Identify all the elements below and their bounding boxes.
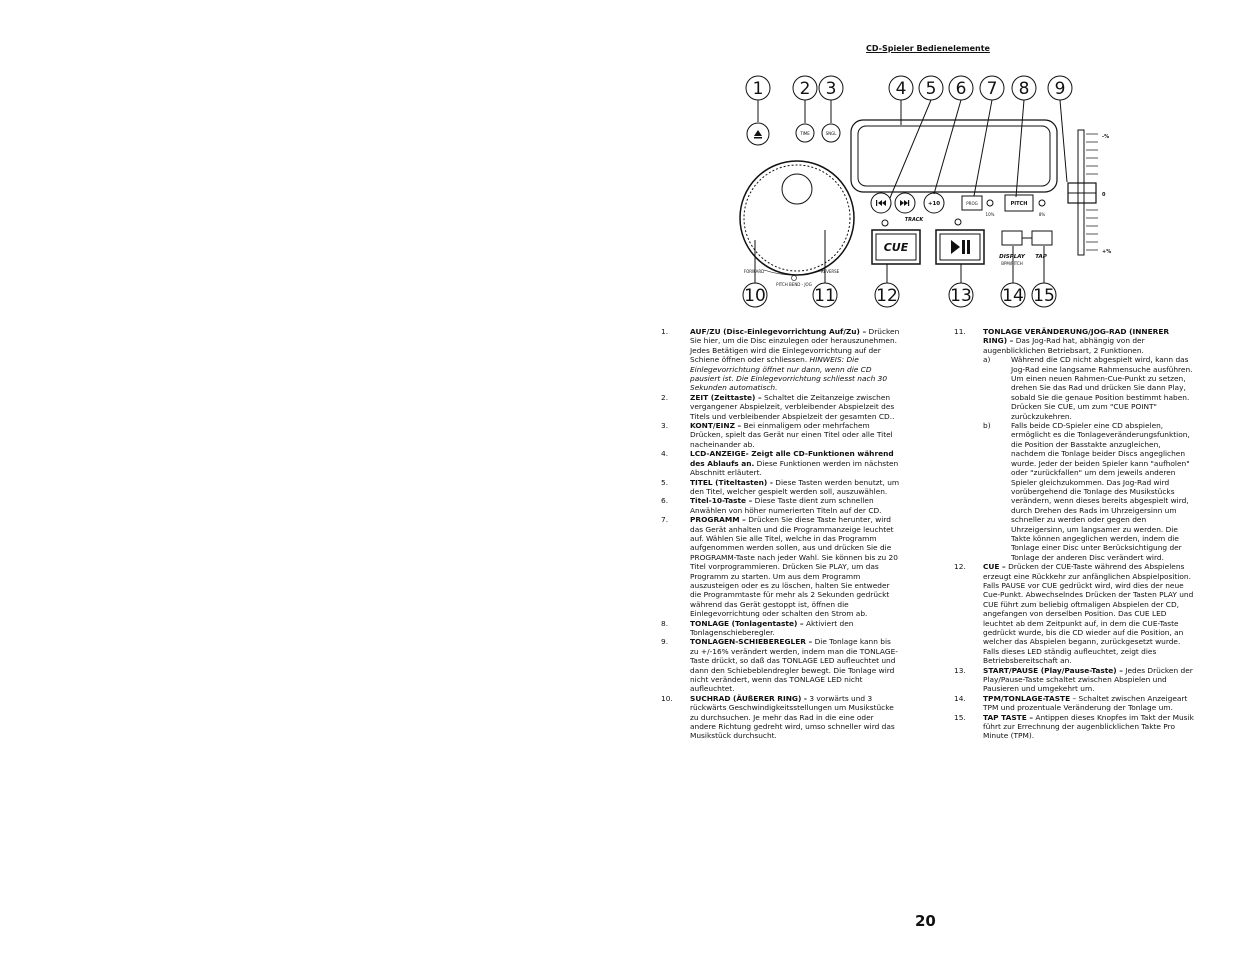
- item-text: – Schaltet zwischen Anzeigeart TPM und prozentuale Veränderung der Tonlage um.: [983, 693, 1188, 713]
- item-heading: TITEL (Titeltasten) -: [690, 477, 773, 487]
- sngl-button-label: SNGL: [825, 131, 837, 136]
- item-text: Schaltet die Zeitanzeige zwischen vergangener Abspielzeit, verbleibender Abspielzeit des Titels und verbleibender Abspielzeit der gesamten CD..: [690, 392, 895, 421]
- item-heading: TAP TASTE –: [983, 712, 1034, 722]
- item-note: HINWEIS: Die Einlegevorrichtung öffnet nur dann, wenn die CD pausiert ist. Die Einlegevorrichtung schliesst nach 30 Sekunden automatisch.: [690, 355, 888, 393]
- item-body: [690, 327, 899, 392]
- item-number: 11.: [954, 327, 966, 336]
- instructions-left-column: [661, 327, 901, 741]
- callout-3: 3: [825, 79, 837, 99]
- item-text: Das Jog-Rad hat, abhängig von der augenblicklichen Betriebsart, 2 Funktionen.: [983, 336, 1145, 355]
- list-item: [661, 478, 901, 497]
- item-text: Diese Tasten werden benutzt, um den Titel, welcher gespielt werden soll, auszuwählen.: [690, 477, 900, 496]
- item-body: [690, 496, 882, 514]
- sub-item-number: b): [983, 421, 991, 431]
- item-heading: LCD-ANZEIGE- Zeigt alle CD-Funktionen während des Ablaufs an.: [690, 449, 894, 468]
- reverse-label: REVERSE: [820, 269, 840, 274]
- item-number: 15.: [954, 712, 966, 722]
- callout-7: 7: [986, 79, 998, 99]
- list-item: [954, 694, 1194, 713]
- list-item: [661, 496, 901, 515]
- minus-pct-label: -%: [1102, 134, 1110, 140]
- sub-item: [983, 421, 1194, 562]
- item-text: Bei einmaligem oder mehrfachem Drücken, spielt das Gerät nur einen Titel oder alle Titel nacheinander ab.: [690, 421, 893, 449]
- item-body: [983, 327, 1169, 355]
- sub-item-text: Falls beide CD-Spieler eine CD abspielen, ermöglicht es die Tonlageveränderungsfunktion, die Position der Basstakte anzugleichen, nachdem die Tonlage beider Discs angeglichen wurde. Jeder der beiden Spieler kann "aufholen" oder "zurückfallen" um dem jeweils anderen Spieler gleichzukommen. Das Jog-Rad wird vorübergehend die Tonlage des Musikstücks verändern, wenn dieses bereits abgespielt wird, durch Drehen des Rads im Uhrzeigersinn um schneller zu werden oder gegen den Uhrzeigersinn, um langsamer zu werden. Die Takte können angeglichen werden, indem die Tonlage einer Disc unter Berücksichtigung der Tonlage der anderen Disc verändert wird.: [1011, 421, 1190, 562]
- item-body: [983, 713, 1194, 741]
- item-number: 1.: [661, 327, 669, 336]
- plus10-button-label: +10: [927, 201, 941, 207]
- cd-player-diagram: [730, 70, 1130, 315]
- item-body: [690, 393, 894, 421]
- jog-wheel-finger-hole: [782, 174, 812, 204]
- item-number: 10.: [661, 693, 673, 703]
- item-text: Drücken der CUE-Taste während des Abspielens erzeugt eine Rückkehr zur anfänglichen Abspielposition. Falls PAUSE vor CUE gedrückt wird, wird dies der neue Cue-Punkt. Abwechselndes Drücken der Tasten PLAY und CUE führt zum beliebig oftmaligen Abspielen der CD, angefangen von derselben Position. Das CUE LED leuchtet ab dem Zeitpunkt auf, in dem die CUE-Taste gedrückt wurde, bis die CD wieder auf die Position, an welcher das Abspielen begann, zurückgesetzt wurde. Falls dieses LED ständig aufleuchtet, zeigt dies Betriebsbereitschaft an.: [983, 562, 1194, 666]
- forward-label: FORWARD: [743, 269, 765, 274]
- item-text: Antippen dieses Knopfes im Takt der Musik führt zur Errechnung der augenblicklichen Takte Pro Minute (TPM).: [983, 712, 1194, 741]
- pct10-label: 10%: [985, 212, 995, 217]
- cue-button-label: CUE: [883, 241, 909, 254]
- callout-1: 1: [752, 79, 764, 99]
- item-body: [690, 515, 898, 618]
- track-label: TRACK: [904, 217, 924, 223]
- item-heading: TONLAGEN-SCHIEBEREGLER –: [690, 637, 813, 647]
- list-item: [661, 449, 901, 477]
- item-body: [983, 562, 1193, 665]
- list-item: [954, 713, 1194, 741]
- item-heading: AUF/ZU (Disc-Einlegevorrichtung Auf/Zu) –: [690, 327, 867, 336]
- item-number: 12.: [954, 562, 966, 572]
- callout-4: 4: [895, 79, 907, 99]
- item-body: [690, 694, 895, 741]
- callout-6: 6: [955, 79, 967, 99]
- item-heading: ZEIT (Zeittaste) –: [690, 392, 762, 402]
- list-item: [954, 666, 1194, 694]
- pitch-button-label: PITCH: [1010, 201, 1028, 207]
- prog-button-label: PROG: [966, 201, 978, 206]
- prev-track-icon: [878, 200, 882, 206]
- item-body: [690, 421, 893, 449]
- sub-item-text: Während die CD nicht abgespielt wird, kann das Jog-Rad eine langsame Rahmensuche ausführen. Um einen neuen Rahmen-Cue-Punkt zu setzen, drehen Sie das Rad und drücken Sie dann Play, sobald Sie die genaue Position bestimmt haben. Drücken Sie CUE, um zum "CUE POINT" zurückzukehren.: [1011, 355, 1193, 421]
- item-text: Aktiviert den Tonlagenschieberegler.: [690, 618, 854, 637]
- callout-11: 11: [814, 286, 836, 306]
- zero-label: 0: [1102, 192, 1106, 198]
- time-button-label: TIME: [800, 131, 810, 136]
- jog-wheel-outer: [740, 161, 854, 275]
- item-text: Diese Funktionen werden im nächsten Abschnitt erläutert.: [690, 458, 899, 478]
- item-number: 14.: [954, 693, 966, 703]
- pitch-bend-jog-label: PITCH BEND - JOG: [776, 282, 812, 287]
- item-text: Die Tonlage kann bis zu +/-16% verändert werden, indem man die TONLAGE-Taste drückt, so daß das TONLAGE LED aufleuchtet und dann den Schiebeblendregler bewegt. Die Tonlage wird nicht verändert, wenn das TONLAGE LED nicht aufleuchtet.: [690, 637, 898, 694]
- list-item: [661, 421, 901, 449]
- item-heading: PROGRAMM –: [690, 515, 746, 525]
- next-track-icon: [904, 200, 908, 206]
- plus-pct-label: +%: [1102, 249, 1112, 255]
- callout-8: 8: [1018, 79, 1030, 99]
- item-text: Drücken Sie hier, um die Disc einzulegen oder herauszunehmen. Jedes Betätigen wird die Einlegevorrichtung auf der Schiene öffnen oder schliessen.: [690, 327, 900, 365]
- item-body: [983, 666, 1193, 694]
- page-number: 20: [915, 912, 936, 930]
- item-number: 13.: [954, 665, 966, 675]
- item-heading: TONLAGE (Tonlagentaste) –: [690, 618, 804, 628]
- item-body: [690, 478, 899, 496]
- sub-item: [983, 355, 1194, 421]
- item-text: Drücken Sie diese Taste herunter, wird das Gerät anhalten und die Programmanzeige leuchtet auf. Wählen Sie alle Titel, welche in das Programm aufgenommen werden sollen, aus und drücken Sie die PROGRAMM-Taste nach jeder Wahl. Sie können bis zu 20 Titel vorprogrammieren. Drücken Sie PLAY, um das Programm zu starten. Um aus dem Programm auszusteigen oder es zu löschen, halten Sie entweder die Programmtaste für mehr als 2 Sekunden gedrückt während das Gerät gestoppt ist, öffnen die Einlegevorrichtung oder schalten den Strom ab.: [690, 515, 898, 619]
- callout-9: 9: [1054, 79, 1066, 99]
- tap-button-shape: [1032, 231, 1052, 245]
- item-heading: START/PAUSE (Play/Pause-Taste) –: [983, 665, 1123, 675]
- page-title: CD-Spieler Bedienelemente: [866, 44, 990, 53]
- item-heading: Titel-10-Taste –: [690, 496, 753, 506]
- callout-14: 14: [1002, 286, 1024, 306]
- item-heading: KONT/EINZ –: [690, 421, 742, 431]
- instructions-right-column: [954, 327, 1194, 741]
- item-number: 2.: [661, 392, 669, 402]
- item-number: 5.: [661, 477, 669, 487]
- list-item: [661, 327, 901, 393]
- play-pause-icon: [951, 240, 960, 254]
- eject-icon: [754, 130, 762, 136]
- list-item: [954, 562, 1194, 665]
- sub-item-number: a): [983, 355, 991, 365]
- item-number: 8.: [661, 618, 669, 628]
- item-heading: SUCHRAD (ÄUßERER RING) -: [690, 693, 808, 703]
- callout-2: 2: [799, 79, 811, 99]
- item-heading: TPM/TONLAGE-TASTE: [983, 693, 1071, 703]
- display-button-label: DISPLAY: [999, 254, 1025, 260]
- item-body: [690, 637, 898, 693]
- item-number: 9.: [661, 637, 669, 647]
- item-text: Jedes Drücken der Play/Pause-Taste schaltet zwischen Abspielen und Pausieren und umgekehrt um.: [983, 665, 1193, 694]
- item-body: [690, 449, 898, 477]
- list-item: [661, 694, 901, 741]
- item-body: [983, 694, 1187, 712]
- item-heading: CUE –: [983, 562, 1006, 572]
- callout-10: 10: [744, 286, 766, 306]
- pct8-label: 8%: [1038, 212, 1046, 217]
- bpm-pitch-label: BPM/PITCH: [1001, 261, 1023, 266]
- item-text: Diese Taste dient zum schnellen Anwählen von höher numerierten Titeln auf der CD.: [690, 496, 882, 515]
- item-text: 3 vorwärts und 3 rückwärts Geschwindigkeitsstellungen um Musikstücke zu durchsuchen. Je mehr das Rad in die eine oder andere Richtung gedreht wird, umso schneller wird das Musikstück durchsucht.: [690, 693, 895, 741]
- callout-12: 12: [876, 286, 898, 306]
- item-body: [690, 619, 853, 637]
- item-number: 7.: [661, 515, 669, 525]
- list-item: [661, 515, 901, 618]
- tap-button-label: TAP: [1035, 254, 1047, 260]
- lcd-display: [851, 120, 1057, 192]
- callout-13: 13: [950, 286, 972, 306]
- item-heading: TONLAGE VERÄNDERUNG/JOG-RAD (INNERER RING) –: [983, 327, 1170, 346]
- list-item: [661, 393, 901, 421]
- display-button-shape: [1002, 231, 1022, 245]
- item-number: 4.: [661, 449, 669, 459]
- item-number: 3.: [661, 421, 669, 431]
- list-item: [661, 637, 901, 693]
- callout-15: 15: [1033, 286, 1055, 306]
- callout-5: 5: [925, 79, 937, 99]
- list-item: [954, 327, 1194, 355]
- item-number: 6.: [661, 496, 669, 506]
- list-item: [661, 619, 901, 638]
